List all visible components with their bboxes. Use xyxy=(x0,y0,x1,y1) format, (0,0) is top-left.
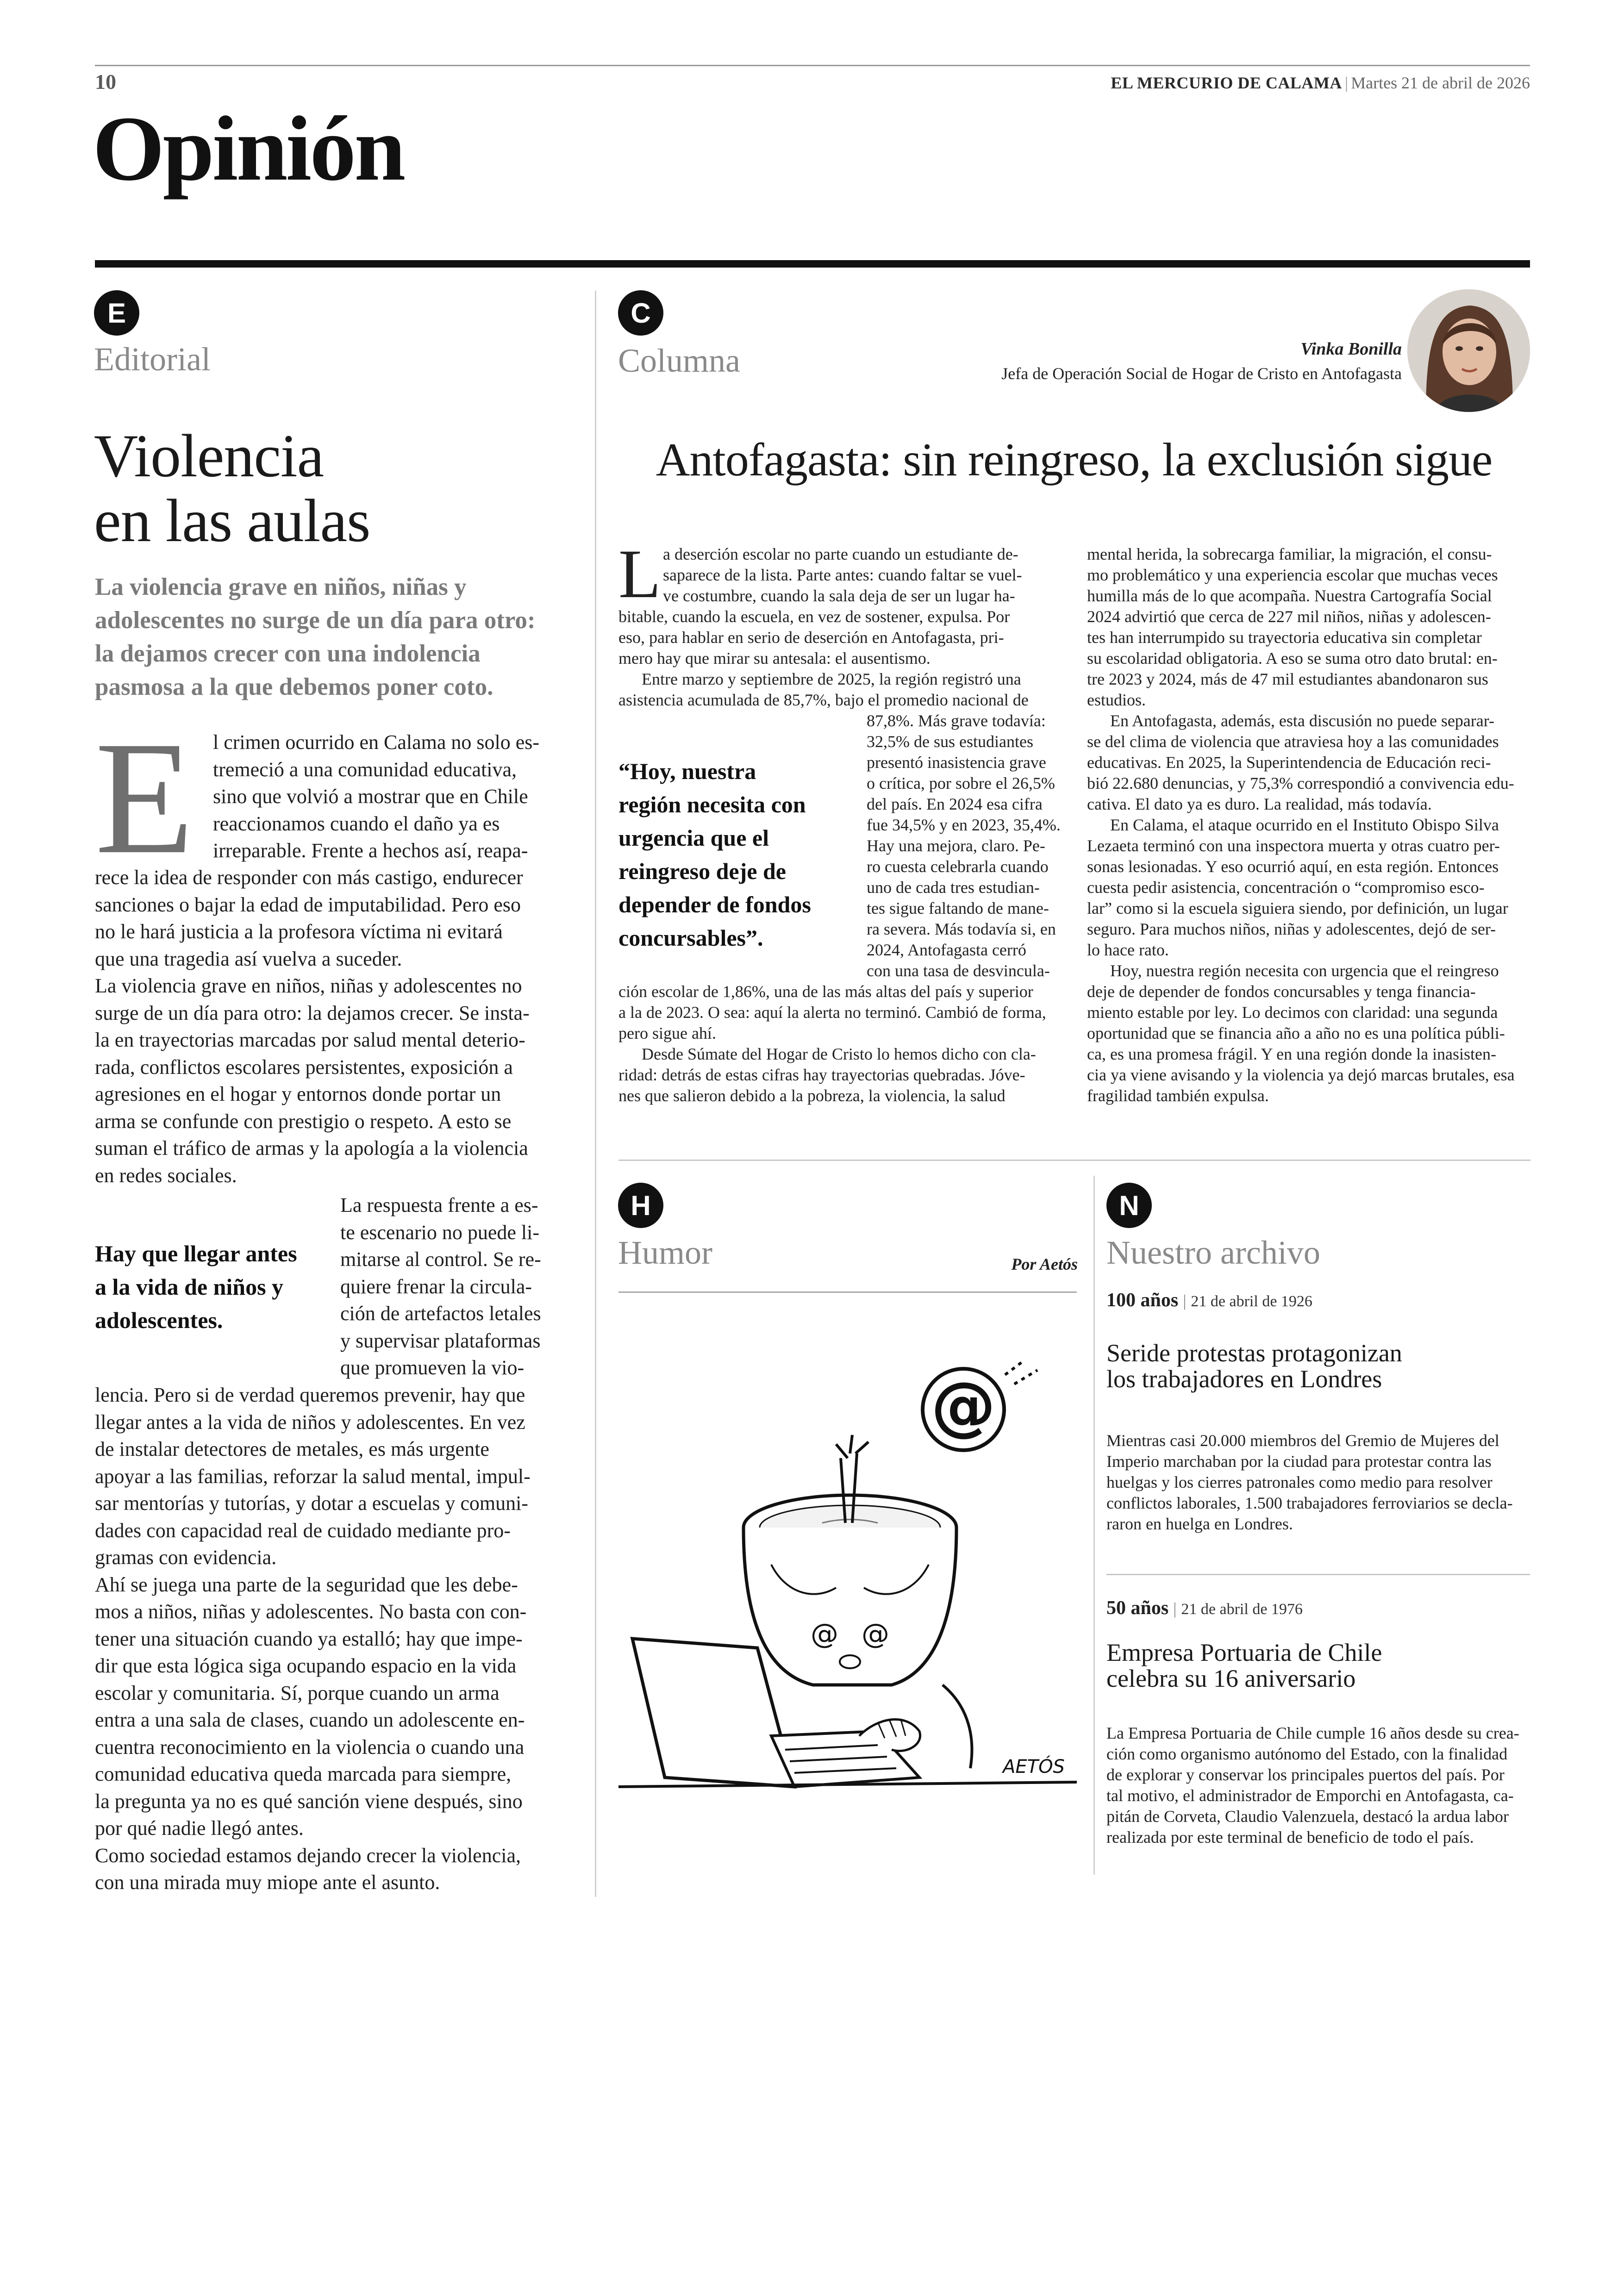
text-line: 32,5% de sus estudiantes xyxy=(867,732,1033,751)
cartoon-signature: AETÓS xyxy=(1003,1756,1065,1777)
text-line: Como sociedad estamos dejando crecer la violencia, xyxy=(95,1844,521,1867)
humor-cartoon xyxy=(618,1305,1081,1815)
headline-line: los trabajadores en Londres xyxy=(1106,1365,1382,1393)
archive-entry-1-headline xyxy=(1106,1340,1402,1392)
text-line: 87,8%. Más grave todavía: xyxy=(867,711,1046,730)
humor-credit: Por Aetós xyxy=(1011,1255,1078,1273)
text-line: mero hay que mirar su antesala: el ausentismo. xyxy=(618,649,931,667)
text-line: huelgas y los cierres patronales como medio para resolver xyxy=(1106,1473,1493,1491)
author-name: Vinka Bonilla xyxy=(1300,339,1402,359)
text-line: de explorar y conservar los principales puertos del país. Por xyxy=(1106,1765,1505,1784)
text-line: arma se confunde con prestigio o respeto. A esto se xyxy=(95,1110,512,1133)
text-line: entra a una sala de clases, cuando un adolescente en- xyxy=(95,1709,525,1731)
text-line: En Antofagasta, además, esta discusión no puede separar- xyxy=(1110,711,1495,730)
archive-years: 100 años xyxy=(1106,1290,1179,1311)
headline-line: Seride protestas protagonizan xyxy=(1106,1339,1402,1367)
editorial-narrow-text xyxy=(340,1192,560,1382)
text-line: bitable, cuando la escuela, en vez de sostener, expulsa. Por xyxy=(618,607,1010,626)
text-line: llegar antes a la vida de niños y adolescentes. En vez xyxy=(95,1410,525,1434)
text-line: Hay una mejora, claro. Pe- xyxy=(867,836,1045,855)
text-line: asistencia acumulada de 85,7%, bajo el promedio nacional de xyxy=(618,691,1029,709)
text-line: pero sigue ahí. xyxy=(618,1024,716,1042)
text-line: gramas con evidencia. xyxy=(95,1546,277,1569)
column-dropcap-text xyxy=(663,544,1061,606)
editorial-title xyxy=(94,424,370,553)
text-line: tremeció a una comunidad educativa, xyxy=(213,758,517,781)
publication-name: EL MERCURIO DE CALAMA xyxy=(1111,74,1342,92)
section-rule xyxy=(95,260,1530,268)
headline-line: celebra su 16 aniversario xyxy=(1106,1665,1356,1692)
text-line: mos a niños, niñas y adolescentes. No basta con con- xyxy=(95,1600,527,1623)
text-line: te escenario no puede li- xyxy=(340,1221,540,1244)
text-line: La violencia grave en niños, niñas y adolescentes no xyxy=(95,974,522,997)
editorial-body-2 xyxy=(95,1382,558,1896)
text-line: agresiones en el hogar y entornos donde portar un xyxy=(95,1083,501,1105)
humor-kicker: Humor xyxy=(618,1234,712,1271)
column-pullquote xyxy=(618,755,859,954)
column-badge: C xyxy=(618,290,663,336)
text-line: lar” como si la escuela siguiera siendo, por definición, un lugar xyxy=(1087,899,1508,917)
column-col1-top xyxy=(618,606,1063,711)
text-line: tre 2023 y 2024, más de 47 mil estudiantes abandonaron sus xyxy=(1087,670,1488,688)
text-line: saparece de la lista. Parte antes: cuando faltar se vuel- xyxy=(663,566,1022,584)
archive-date: 21 de abril de 1976 xyxy=(1181,1601,1303,1618)
text-line: ridad: detrás de estas cifras hay trayectorias quebradas. Jóve- xyxy=(618,1066,1025,1084)
column-col2 xyxy=(1087,544,1534,1106)
column-divider-left xyxy=(595,291,596,1897)
archive-entry-2-body xyxy=(1106,1723,1532,1848)
text-line: tal motivo, el administrador de Emporchi en Antofagasta, ca- xyxy=(1106,1786,1514,1805)
editorial-lead xyxy=(95,570,586,704)
text-line: oportunidad que se financia año a año no es una política públi- xyxy=(1087,1024,1505,1042)
text-line: o crítica, por sobre el 26,5% xyxy=(867,774,1055,792)
text-line: y supervisar plataformas xyxy=(340,1329,541,1352)
text-line: miento estable por ley. Lo decimos con claridad: una segunda xyxy=(1087,1003,1498,1022)
text-line: tes han interrumpido su trayectoria educativa sin completar xyxy=(1087,628,1482,647)
text-line: suman el tráfico de armas y la apología a la violencia xyxy=(95,1137,528,1160)
text-line: en redes sociales. xyxy=(95,1164,237,1187)
text-line: seguro. Para muchos niños, niñas y adolescentes, dejó de ser- xyxy=(1087,920,1496,938)
text-line: pitán de Corveta, Claudio Valenzuela, destacó la ardua labor xyxy=(1106,1807,1509,1826)
pullquote-line: adolescentes. xyxy=(95,1307,223,1333)
pullquote-line: urgencia que el xyxy=(618,825,769,851)
text-line: 2024 advirtió que cerca de 227 mil niños, niñas y adolescen- xyxy=(1087,607,1491,626)
text-line: raron en huelga en Londres. xyxy=(1106,1515,1293,1533)
text-line: tener una situación cuando ya estalló; hay que impe- xyxy=(95,1627,523,1650)
editorial-dropcap-text xyxy=(213,729,558,865)
archive-meta-separator: | xyxy=(1183,1291,1187,1310)
text-line: con una mirada muy miope ante el asunto. xyxy=(95,1871,440,1894)
archive-badge: N xyxy=(1106,1183,1152,1228)
text-line: la en trayectorias marcadas por salud mental deterio- xyxy=(95,1029,525,1051)
column-bottom-rule xyxy=(618,1160,1530,1161)
text-line: rece la idea de responder con más castigo, endurecer xyxy=(95,866,523,889)
text-line: Hoy, nuestra región necesita con urgencia que el reingreso xyxy=(1110,961,1499,980)
section-title: Opinión xyxy=(93,98,404,200)
column-dropcap: L xyxy=(618,536,661,612)
issue-date: Martes 21 de abril de 2026 xyxy=(1351,74,1530,92)
text-line: lencia. Pero si de verdad queremos prevenir, hay que xyxy=(95,1384,525,1406)
text-line: La respuesta frente a es- xyxy=(340,1194,538,1216)
text-line: 2024, Antofagasta cerró xyxy=(867,941,1026,959)
archive-years: 50 años xyxy=(1106,1597,1169,1619)
archive-entry-1-body xyxy=(1106,1430,1532,1534)
cartoon-eye-right: @ xyxy=(862,1618,889,1650)
text-line: escolar y comunitaria. Sí, porque cuando un arma xyxy=(95,1681,500,1704)
humor-rule xyxy=(618,1291,1077,1293)
text-line: educativas. En 2025, la Superintendencia de Educación reci- xyxy=(1087,753,1491,772)
archive-entry-2-meta xyxy=(1106,1597,1303,1619)
text-line: se del clima de violencia que atraviesa hoy a las comunidades xyxy=(1087,732,1499,751)
text-line: mo problemático y una experiencia escolar que muchas veces xyxy=(1087,566,1498,584)
text-line: sonas lesionadas. Y eso ocurrió aquí, en esta región. Entonces xyxy=(1087,857,1499,876)
cartoon-eye-left: @ xyxy=(811,1618,838,1650)
archive-entry-1-meta xyxy=(1106,1289,1312,1311)
text-line: ción como organismo autónomo del Estado, con la finalidad xyxy=(1106,1745,1508,1763)
text-line: presentó inasistencia grave xyxy=(867,753,1046,772)
text-line: Lezaeta terminó con una inspectora muerta y otras cuatro per- xyxy=(1087,836,1500,855)
editorial-title-line: en las aulas xyxy=(94,486,370,555)
cartoon-at-symbol: @ xyxy=(931,1368,996,1444)
author-photo xyxy=(1407,289,1530,412)
text-line: ra severa. Más todavía si, en xyxy=(867,920,1056,938)
text-line: a deserción escolar no parte cuando un estudiante de- xyxy=(663,545,1018,563)
text-line: comunidad educativa queda marcada para siempre, xyxy=(95,1763,512,1785)
text-line: ción de artefactos letales xyxy=(340,1302,541,1325)
pullquote-line: región necesita con xyxy=(618,792,806,817)
pullquote-line: Hay que llegar antes xyxy=(95,1241,297,1266)
text-line: mental herida, la sobrecarga familiar, la migración, el consu- xyxy=(1087,545,1492,563)
text-line: sanciones o bajar la edad de imputabilidad. Pero eso xyxy=(95,893,521,916)
author-role: Jefa de Operación Social de Hogar de Cristo en Antofagasta xyxy=(1001,364,1402,383)
pullquote-line: concursables”. xyxy=(618,925,763,951)
page-number: 10 xyxy=(95,70,116,94)
text-line: no le hará justicia a la profesora víctima ni evitará xyxy=(95,920,503,943)
text-line: conflictos laborales, 1.500 trabajadores ferroviarios se decla- xyxy=(1106,1494,1513,1512)
text-line: cuesta pedir asistencia, concentración o “compromiso esco- xyxy=(1087,878,1485,897)
text-line: apoyar a las familias, reforzar la salud mental, impul- xyxy=(95,1465,531,1488)
text-line: su escolaridad obligatoria. A eso se suma otro dato brutal: en- xyxy=(1087,649,1498,667)
text-line: Desde Súmate del Hogar de Cristo lo hemos dicho con cla- xyxy=(642,1045,1036,1063)
masthead xyxy=(1111,73,1530,93)
text-line: ro cuesta celebrarla cuando xyxy=(867,857,1049,876)
text-line: del país. En 2024 esa cifra xyxy=(867,795,1043,813)
masthead-separator: | xyxy=(1344,74,1349,92)
editorial-pullquote xyxy=(95,1237,317,1337)
text-line: lo hace rato. xyxy=(1087,941,1169,959)
text-line: nes que salieron debido a la pobreza, la violencia, la salud xyxy=(618,1086,1006,1105)
humor-badge: H xyxy=(618,1183,663,1228)
text-line: dades con capacidad real de cuidado mediante pro- xyxy=(95,1519,511,1542)
text-line: estudios. xyxy=(1087,691,1146,709)
archive-kicker: Nuestro archivo xyxy=(1106,1234,1320,1271)
text-line: eso, para hablar en serio de deserción en Antofagasta, pri- xyxy=(618,628,1004,647)
text-line: tes sigue faltando de mane- xyxy=(867,899,1049,917)
text-line: sino que volvió a mostrar que en Chile xyxy=(213,785,528,808)
editorial-dropcap: E xyxy=(95,708,194,887)
pullquote-line: “Hoy, nuestra xyxy=(618,758,756,784)
archive-divider xyxy=(1106,1574,1530,1575)
column-col1-narrow xyxy=(867,711,1061,981)
pullquote-line: depender de fondos xyxy=(618,892,811,917)
text-line: la pregunta ya no es qué sanción viene después, sino xyxy=(95,1790,523,1813)
text-line: que promueven la vio- xyxy=(340,1356,525,1379)
text-line: l crimen ocurrido en Calama no solo es- xyxy=(213,731,540,754)
column-col1-bottom xyxy=(618,981,1063,1106)
header-top-rule xyxy=(95,65,1530,66)
text-line: bió 22.680 denuncias, y 75,3% correspondió a convivencia edu- xyxy=(1087,774,1514,792)
text-line: ción escolar de 1,86%, una de las más altas del país y superior xyxy=(618,982,1033,1001)
author-portrait-graphic xyxy=(1407,289,1530,412)
text-line: fragilidad también expulsa. xyxy=(1087,1086,1269,1105)
archive-meta-separator: | xyxy=(1173,1599,1177,1618)
text-line: que una tragedia así vuelva a suceder. xyxy=(95,947,402,970)
editorial-body-1 xyxy=(95,864,558,1189)
text-line: Ahí se juega una parte de la seguridad que les debe- xyxy=(95,1573,518,1596)
text-line: Imperio marchaban por la ciudad para protestar contra las xyxy=(1106,1452,1492,1471)
text-line: cativa. El dato ya es duro. La realidad, más todavía. xyxy=(1087,795,1432,813)
archive-date: 21 de abril de 1926 xyxy=(1191,1293,1312,1310)
pullquote-line: a la vida de niños y xyxy=(95,1274,284,1300)
column-divider-right xyxy=(1093,1176,1095,1875)
text-line: surge de un día para otro: la dejamos crecer. Se insta- xyxy=(95,1001,530,1024)
headline-line: Empresa Portuaria de Chile xyxy=(1106,1639,1382,1666)
pullquote-line: reingreso deje de xyxy=(618,858,786,884)
text-line: mitarse al control. Se re- xyxy=(340,1248,541,1271)
text-line: dir que esta lógica siga ocupando espacio en la vida xyxy=(95,1654,517,1677)
text-line: de instalar detectores de metales, es más urgente xyxy=(95,1438,489,1460)
text-line: deje de depender de fondos concursables y tenga financia- xyxy=(1087,982,1476,1001)
text-line: por qué nadie llegó antes. xyxy=(95,1817,304,1840)
text-line: rada, conflictos escolares persistentes, exposición a xyxy=(95,1055,513,1079)
text-line: quiere frenar la circula- xyxy=(340,1275,532,1298)
text-line: fue 34,5% y en 2023, 35,4%. xyxy=(867,816,1061,834)
text-line: reaccionamos cuando el daño ya es xyxy=(213,812,500,835)
text-line: uno de cada tres estudian- xyxy=(867,878,1040,897)
text-line: cia ya viene avisando y la violencia ya dejó marcas brutales, esa xyxy=(1087,1066,1515,1084)
column-title: Antofagasta: sin reingreso, la exclusión sigue xyxy=(656,434,1493,486)
cartoon-drawing xyxy=(618,1305,1081,1815)
text-line: irreparable. Frente a hechos así, reapa- xyxy=(213,839,528,862)
text-line: cuentra reconocimiento en la violencia o cuando una xyxy=(95,1735,525,1759)
archive-entry-2-headline xyxy=(1106,1640,1382,1691)
lead-line: La violencia grave en niños, niñas y xyxy=(95,574,467,600)
text-line: con una tasa de desvincula- xyxy=(867,961,1050,980)
text-line: humilla más de lo que acompaña. Nuestra Cartografía Social xyxy=(1087,586,1492,605)
lead-line: pasmosa a la que debemos poner coto. xyxy=(95,674,493,700)
text-line: Mientras casi 20.000 miembros del Gremio de Mujeres del xyxy=(1106,1431,1499,1450)
text-line: ve costumbre, cuando la sala deja de ser un lugar ha- xyxy=(663,586,1015,605)
text-line: sar mentorías y tutorías, y dotar a escuelas y comuni- xyxy=(95,1492,528,1515)
text-line: realizada por este terminal de beneficio de todo el país. xyxy=(1106,1828,1474,1846)
text-line: Entre marzo y septiembre de 2025, la región registró una xyxy=(642,670,1021,688)
text-line: a la de 2023. O sea: aquí la alerta no terminó. Cambió de forma, xyxy=(618,1003,1046,1022)
lead-line: adolescentes no surge de un día para otro: xyxy=(95,607,536,634)
column-byline xyxy=(1001,339,1402,383)
text-line: La Empresa Portuaria de Chile cumple 16 años desde su crea- xyxy=(1106,1724,1519,1742)
editorial-kicker: Editorial xyxy=(94,341,211,378)
editorial-badge: E xyxy=(94,290,139,336)
editorial-title-line: Violencia xyxy=(94,422,324,490)
lead-line: la dejamos crecer con una indolencia xyxy=(95,640,481,667)
column-kicker: Columna xyxy=(618,342,740,379)
text-line: En Calama, el ataque ocurrido en el Instituto Obispo Silva xyxy=(1110,816,1499,834)
text-line: ca, es una promesa frágil. Y en una región donde la inasisten- xyxy=(1087,1045,1497,1063)
